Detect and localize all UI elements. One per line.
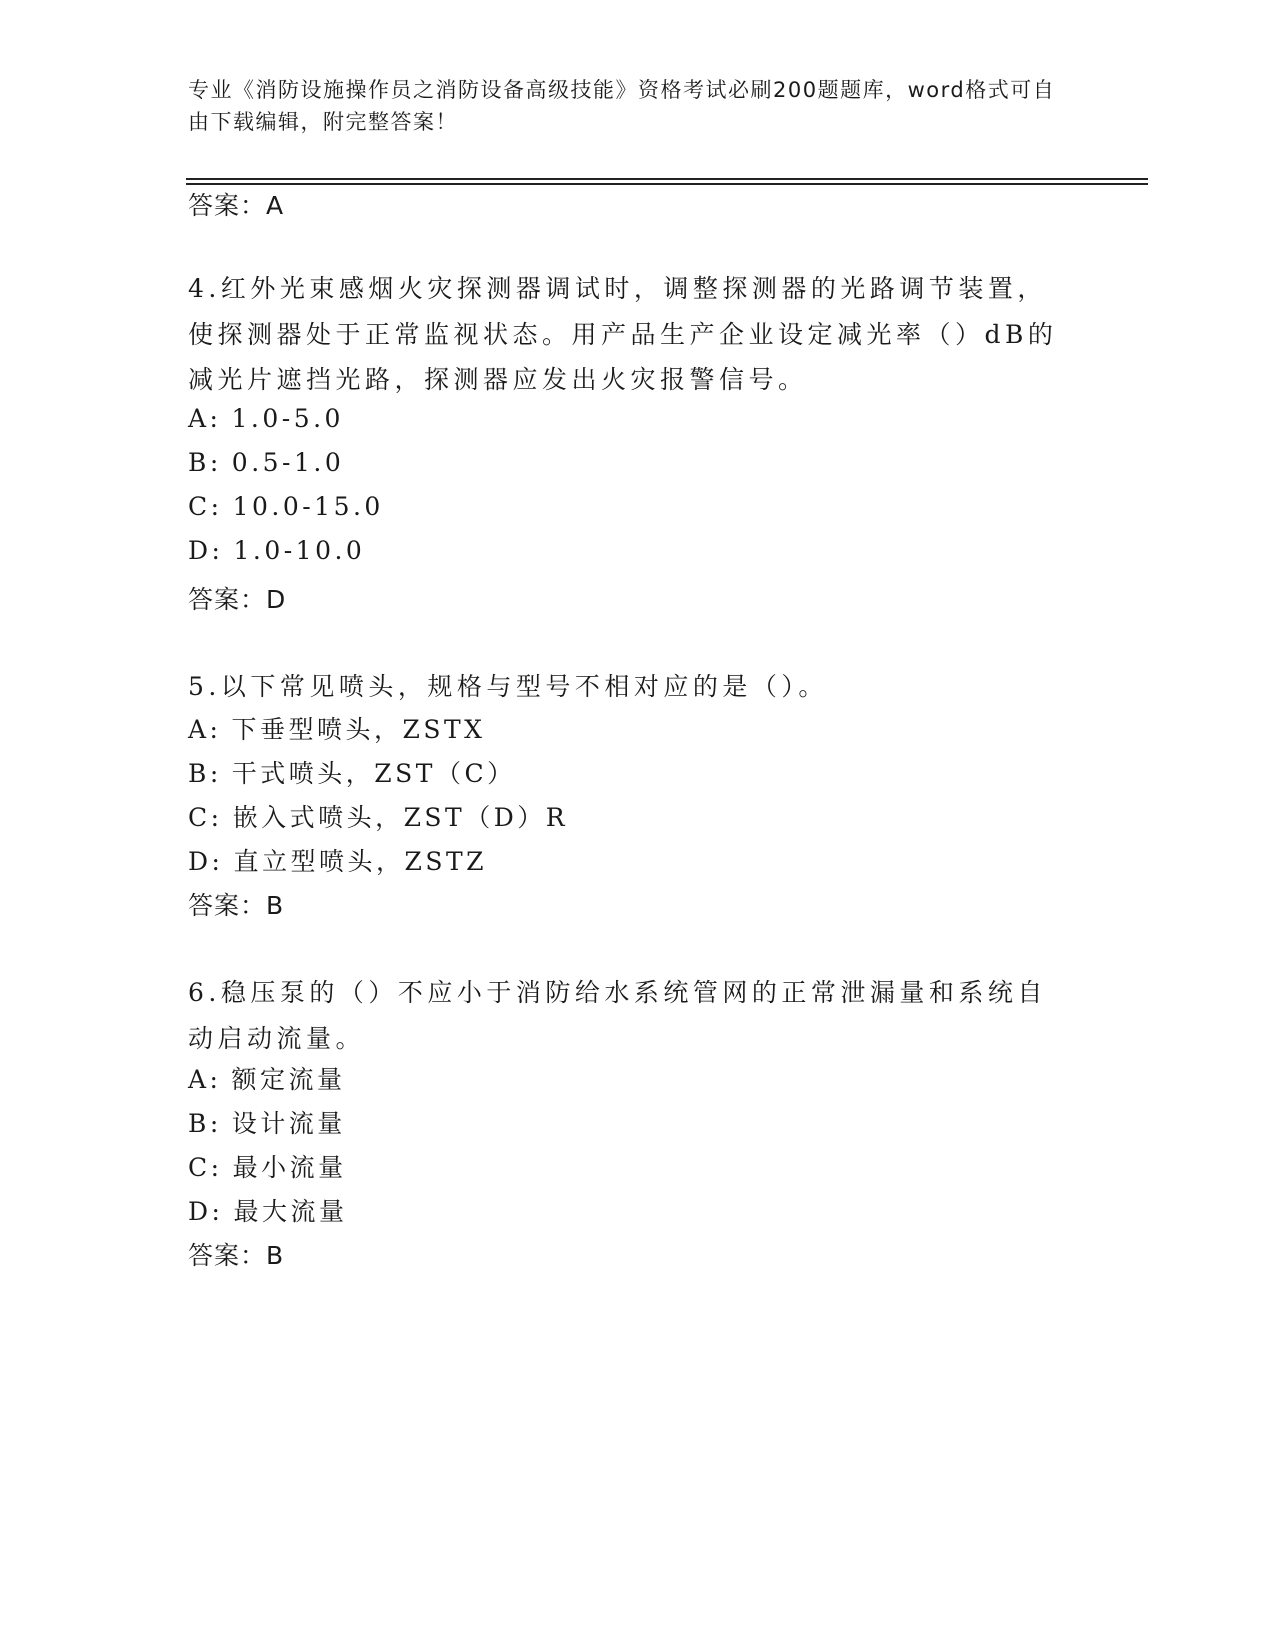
- question-5-option-a: [188, 710, 485, 746]
- question-5-option-c: [188, 798, 568, 834]
- option-text: 1.0-5.0: [231, 404, 344, 433]
- document-header: 专业《消防设施操作员之消防设备高级技能》资格考试必刷200题题库，word格式可自由下载编辑，附完整答案！: [188, 78, 1056, 134]
- option-key: A:: [188, 1065, 222, 1094]
- option-key: C:: [188, 492, 223, 521]
- question-6-option-a: [188, 1060, 346, 1096]
- question-5-text: 5.以下常见喷头，规格与型号不相对应的是（）。: [188, 672, 828, 701]
- option-key: D:: [188, 847, 224, 876]
- question-6-option-c: [188, 1148, 347, 1184]
- option-key: B:: [188, 448, 222, 477]
- option-text: 10.0-15.0: [232, 492, 384, 521]
- option-text: 下垂型喷头，ZSTX: [231, 715, 486, 744]
- previous-answer: 答案：A: [188, 191, 285, 220]
- option-text: 设计流量: [231, 1109, 346, 1138]
- option-key: D:: [188, 1197, 224, 1226]
- option-key: B:: [188, 759, 222, 788]
- question-6-option-d: [188, 1192, 347, 1228]
- question-4-option-d: [188, 536, 365, 565]
- option-key: C:: [188, 803, 223, 832]
- option-key: C:: [188, 1153, 223, 1182]
- header-divider-bottom: [186, 183, 1148, 185]
- option-text: 额定流量: [231, 1065, 346, 1094]
- question-4-text: 4.红外光束感烟火灾探测器调试时，调整探测器的光路调节装置，使探测器处于正常监视状态。用产品生产企业设定减光率（）dB的减光片遮挡光路，探测器应发出火灾报警信号。: [188, 274, 1058, 394]
- question-5-answer: 答案：B: [188, 891, 285, 920]
- question-6-text: 6.稳压泵的（）不应小于消防给水系统管网的正常泄漏量和系统自动启动流量。: [188, 978, 1047, 1053]
- option-key: D:: [188, 536, 224, 565]
- option-key: A:: [188, 404, 222, 433]
- question-5-option-b: [188, 754, 516, 790]
- option-text: 0.5-1.0: [231, 448, 345, 477]
- option-key: B:: [188, 1109, 222, 1138]
- question-4-option-b: [188, 448, 344, 477]
- question-6-answer: 答案：B: [188, 1241, 285, 1270]
- option-text: 1.0-10.0: [233, 536, 366, 565]
- question-4-answer: 答案：D: [188, 585, 287, 614]
- header-divider-top: [186, 178, 1148, 180]
- question-4-option-c: [188, 492, 384, 521]
- option-key: A:: [188, 715, 222, 744]
- option-text: 最小流量: [232, 1153, 347, 1182]
- option-text: 嵌入式喷头，ZST（D）R: [232, 803, 569, 832]
- option-text: 直立型喷头，ZSTZ: [233, 847, 488, 876]
- question-4-option-a: [188, 404, 344, 433]
- question-5-option-d: [188, 842, 487, 878]
- option-text: 最大流量: [233, 1197, 348, 1226]
- question-6-option-b: [188, 1104, 346, 1140]
- option-text: 干式喷头，ZST（C）: [231, 759, 516, 788]
